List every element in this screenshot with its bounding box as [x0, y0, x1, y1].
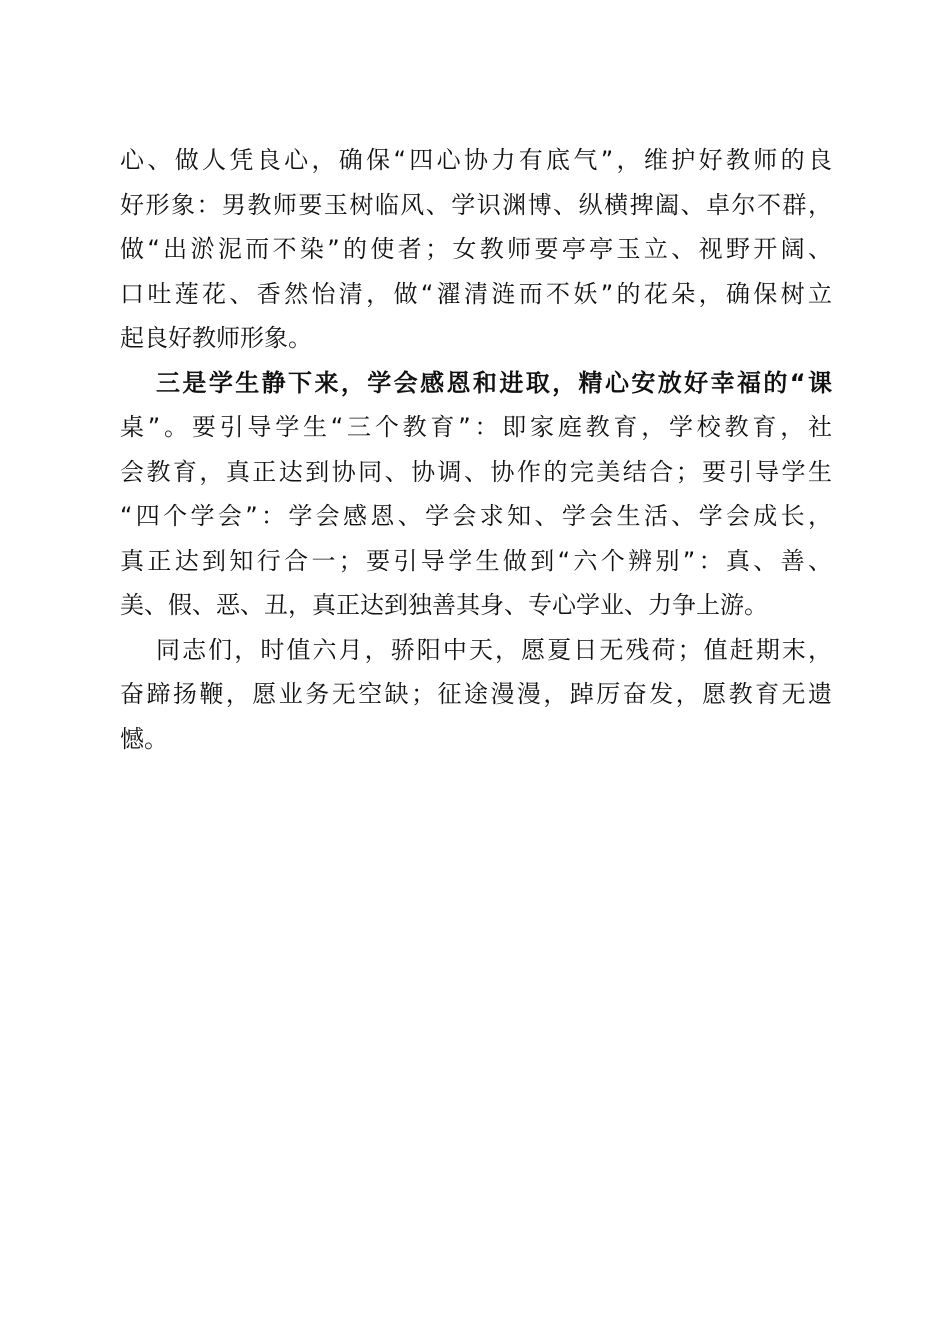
- paragraph: [120, 628, 832, 762]
- text-line: 同志们，时值六月，骄阳中天，愿夏日无残荷；值赶期末，: [156, 635, 832, 664]
- bold-heading-line: 三是学生静下来，学会感恩和进取，精心安放好幸福的“课: [156, 368, 832, 397]
- text-line: 奋蹄扬鞭，愿业务无空缺；征途漫漫，踔厉奋发，愿教育无遗: [120, 680, 832, 708]
- text-line: 心、做人凭良心，确保“四心协力有底气”，维护好教师的良: [120, 146, 832, 174]
- text-line: 做“出淤泥而不染”的使者；女教师要亭亭玉立、视野开阔、: [120, 235, 832, 263]
- text-line: 憾。: [120, 724, 168, 753]
- text-line: “四个学会”：学会感恩、学会求知、学会生活、学会成长，: [120, 502, 832, 530]
- text-line: 会教育，真正达到协同、协调、协作的完美结合；要引导学生: [120, 457, 832, 486]
- text-line: 好形象：男教师要玉树临风、学识渊博、纵横捭阖、卓尔不群，: [120, 190, 832, 219]
- text-line: 真正达到知行合一；要引导学生做到“六个辨别”：真、善、: [120, 546, 832, 575]
- paragraph: [120, 361, 832, 628]
- document-body: [120, 138, 832, 761]
- text-line: 起良好教师形象。: [120, 324, 312, 352]
- text-line: 美、假、恶、丑，真正达到独善其身、专心学业、力争上游。: [120, 591, 768, 619]
- text-line: 口吐莲花、香然怡清，做“濯清涟而不妖”的花朵，确保树立: [120, 279, 832, 308]
- paragraph: [120, 138, 832, 361]
- text-line: 桌”。要引导学生“三个教育”：即家庭教育，学校教育，社: [120, 413, 832, 441]
